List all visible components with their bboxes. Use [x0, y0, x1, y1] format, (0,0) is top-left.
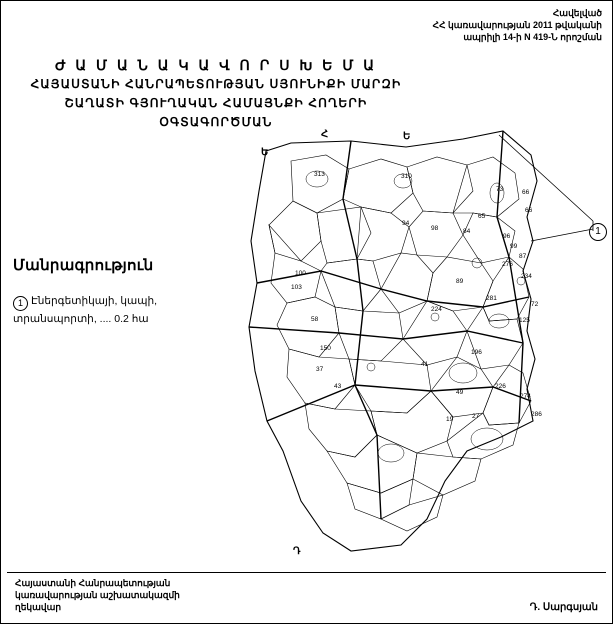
parcel-label: 87 — [519, 253, 527, 260]
parcel-label: 27 — [472, 413, 480, 420]
parcel-label: 84 — [463, 228, 471, 235]
footer-left-line-1: կառավարության աշխատակազմի — [15, 590, 180, 600]
title-line-1: ՇԱՂԱՏԻ ԳՅՈՒՂԱԿԱՆ ՀԱՄԱՅՆՔԻ ՀՈՂԵՐԻ — [64, 96, 368, 110]
parcel-label: 73 — [496, 186, 504, 193]
parcel-label: 226 — [495, 383, 506, 390]
parcel-label: 286 — [531, 411, 542, 418]
parcel-label: 103 — [291, 284, 302, 291]
parcel-label: 99 — [510, 243, 518, 250]
legend-entry-label: Էներգետիկայի, կապի, տրանսպորտի, .... 0.2 հա — [13, 295, 158, 325]
parcel-label: 43 — [334, 383, 342, 390]
footer-left-line-0: Հայաստանի Հանրապետության — [15, 578, 171, 588]
parcel-label: 19 — [446, 416, 454, 423]
parcel-label: 150 — [320, 345, 331, 352]
map-letter-1: Ե — [403, 131, 411, 142]
parcel-label: 66 — [522, 189, 530, 196]
approval-line-0: Հավելված — [552, 8, 602, 18]
parcel-label: 89 — [456, 278, 464, 285]
footer-signature-name: Դ. Սարգսյան — [529, 602, 598, 613]
legend-title: Մանրագրություն — [13, 257, 154, 274]
parcel-label: 224 — [431, 306, 442, 313]
parcel-label: 310 — [401, 173, 412, 180]
approval-line-2: ապրիլի 14-ի N 419-Ն որոշման — [463, 32, 602, 42]
footer-left-line-2: ղեկավար — [15, 602, 62, 612]
parcel-label: 41 — [421, 361, 429, 368]
parcel-label: 274 — [520, 393, 531, 400]
parcel-label: 196 — [471, 349, 482, 356]
map-drawing — [231, 121, 606, 561]
parcel-label: 276 — [502, 261, 513, 268]
legend-entry — [13, 293, 203, 328]
footer-divider — [7, 572, 606, 573]
parcel-label: 96 — [503, 233, 511, 240]
parcel-label: 49 — [456, 389, 464, 396]
legend-marker-icon: 1 — [13, 296, 28, 311]
parcel-label: 72 — [531, 301, 539, 308]
parcel-label: 281 — [486, 295, 497, 302]
title-line-2: ՕԳՏԱԳՈՐԾՄԱՆ — [159, 115, 273, 129]
parcel-label: 66 — [525, 207, 533, 214]
parcel-label: 94 — [402, 220, 410, 227]
parcel-label: 234 — [521, 273, 532, 280]
map-letter-2: Ե — [261, 147, 269, 158]
callout-marker-icon: 1 — [589, 223, 607, 241]
parcel-label: 37 — [316, 366, 324, 373]
approval-line-1: ՀՀ կառավարության 2011 թվականի — [432, 20, 602, 30]
parcel-label: 125 — [519, 317, 530, 324]
parcel-label: 65 — [478, 213, 486, 220]
title-line-0: ՀԱՅԱՍՏԱՆԻ ՀԱՆՐԱՊԵՏՈՒԹՅԱՆ ՍՅՈՒՆԻՔԻ ՄԱՐԶԻ — [30, 77, 402, 91]
footer-signature-office — [15, 577, 180, 613]
parcel-label: 98 — [431, 225, 439, 232]
map-letter-3: Դ — [293, 546, 301, 557]
map-letter-0: Հ — [321, 129, 329, 140]
parcel-label: 58 — [311, 316, 319, 323]
page-title: Ժ Ա Մ Ա Ն Ա Կ Ա Վ Ո Ր Ս Խ Ե Մ Ա — [54, 57, 378, 73]
parcel-label: 313 — [314, 171, 325, 178]
parcel-label: 100 — [295, 270, 306, 277]
approval-block — [433, 7, 602, 43]
